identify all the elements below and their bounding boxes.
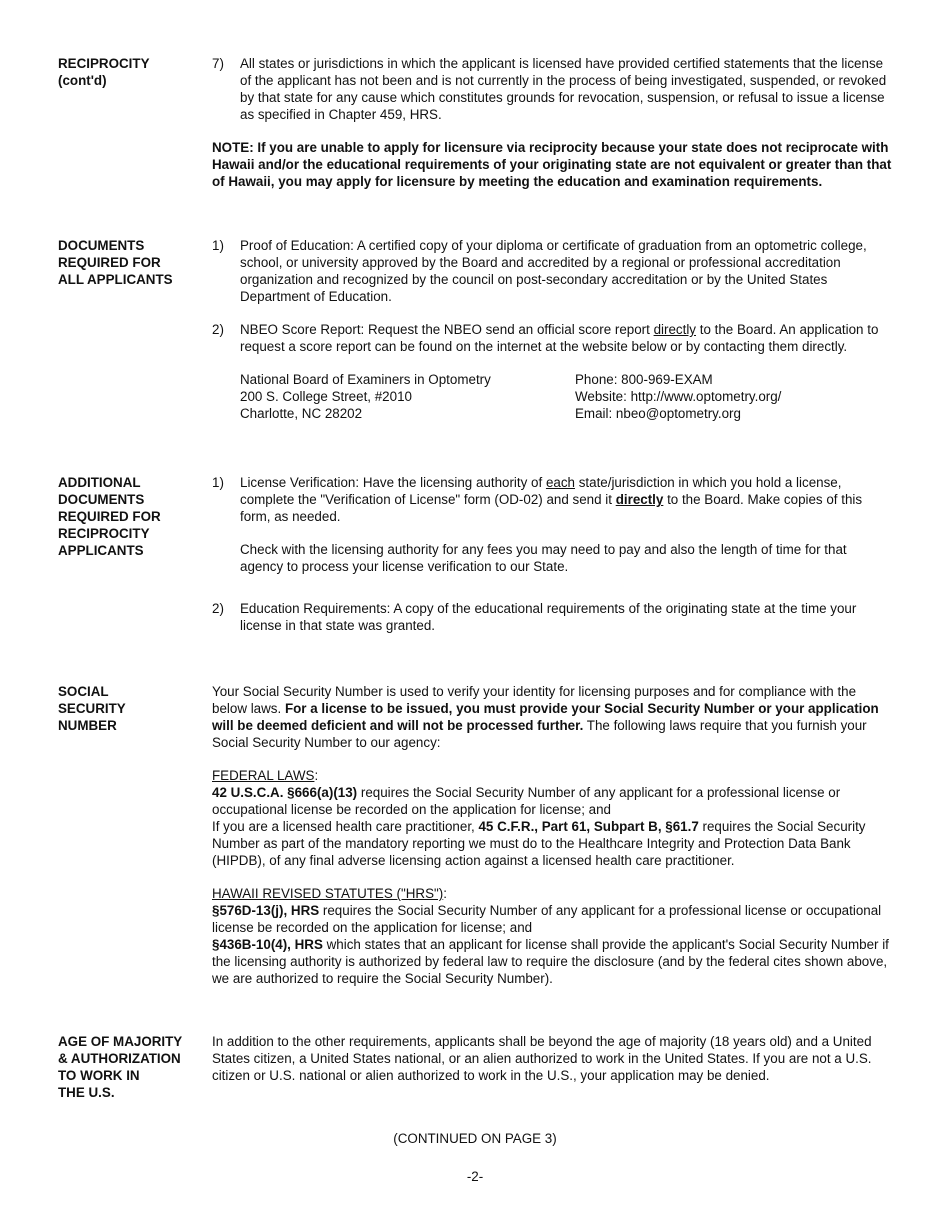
label-line: REQUIRED FOR bbox=[58, 509, 161, 524]
reciprocity-section-label bbox=[58, 55, 198, 89]
text-run: requires the Social Security Number of any applicant for a professional license or occupational license be recorded on the application for license; and bbox=[212, 903, 882, 935]
label-line: & AUTHORIZATION bbox=[58, 1051, 181, 1066]
ssn-section-label bbox=[58, 683, 198, 734]
text-run: to the Board. Make copies of this form, as needed. bbox=[240, 492, 863, 524]
text-run: NBEO Score Report: Request the NBEO send an official score report bbox=[240, 322, 654, 337]
text-run: state/jurisdiction in which you hold a license, complete the "Verification of License" form (OD-02) and send it bbox=[240, 475, 842, 507]
ssn-intro bbox=[212, 683, 892, 751]
text-run: : bbox=[314, 768, 319, 783]
website-text: Website: http://www.optometry.org/ bbox=[575, 389, 782, 404]
label-line: NUMBER bbox=[58, 718, 117, 733]
label-line: SOCIAL bbox=[58, 684, 109, 699]
nbeo-contact bbox=[575, 371, 875, 422]
federal-laws bbox=[212, 767, 892, 869]
license-verification-check: Check with the licensing authority for any fees you may need to pay and also the length of time for that agency to process your license verification to our State. bbox=[240, 542, 847, 574]
item-number: 1) bbox=[212, 475, 224, 490]
text-run: to the Board. An application to request a score report can be found on the internet at the website below or by contacting them directly. bbox=[240, 322, 879, 354]
text-run: If you are a licensed health care practitioner, bbox=[212, 819, 479, 834]
license-verification bbox=[240, 474, 890, 525]
label-line: TO WORK IN bbox=[58, 1068, 140, 1083]
text-run: requires the Social Security Number of any applicant for a professional license or occupational license be recorded on the application for license; and bbox=[212, 785, 841, 817]
label-line: RECIPROCITY bbox=[58, 526, 150, 541]
label-line: REQUIRED FOR bbox=[58, 255, 161, 270]
text-run: License Verification: Have the licensing authority of bbox=[240, 475, 546, 490]
item-number: 2) bbox=[212, 322, 224, 337]
text-run-bold: §436B-10(4), HRS bbox=[212, 937, 323, 952]
address-line: National Board of Examiners in Optometry bbox=[240, 372, 491, 387]
hawaii-statutes bbox=[212, 885, 892, 987]
text-run: The following laws require that you furnish your Social Security Number to our agency: bbox=[212, 718, 867, 750]
continued-note: (CONTINUED ON PAGE 3) bbox=[393, 1131, 557, 1146]
reciprocity-item-7: All states or jurisdictions in which the applicant is licensed have provided certified statements that the license of the applicant has not been and is not currently in the process of being investigated, suspended, or revoked by that state for any cause which constitutes grounds for revocation, suspension, or refusal to issue a license as specified in Chapter 459, HRS. bbox=[240, 56, 887, 122]
address-line: Charlotte, NC 28202 bbox=[240, 406, 363, 421]
text-run-bold: 45 C.F.R., Part 61, Subpart B, §61.7 bbox=[478, 819, 699, 834]
hrs-law-2 bbox=[212, 936, 892, 987]
label-line: DOCUMENTS bbox=[58, 238, 145, 253]
nbeo-address bbox=[240, 371, 560, 422]
label-line: (cont'd) bbox=[58, 73, 107, 88]
age-section-label bbox=[58, 1033, 198, 1101]
documents-section-label bbox=[58, 237, 198, 288]
proof-of-education: Proof of Education: A certified copy of your diploma or certificate of graduation from an optometric college, school, or university approved by the Board and accredited by a regional or professional accreditation organization and recognized by the council on post-secondary accreditation or by the United States Department of Education. bbox=[240, 238, 867, 304]
federal-law-2 bbox=[212, 818, 892, 869]
label-line: ALL APPLICANTS bbox=[58, 272, 173, 287]
text-run: requires the Social Security Number as part of the mandatory reporting we must do to the Healthcare Integrity and Protection Data Bank (HIPDB), of any final adverse licensing action against a licensed health care practitioner. bbox=[212, 819, 866, 868]
item-number: 7) bbox=[212, 56, 224, 71]
nbeo-score-report bbox=[240, 321, 890, 355]
text-run-bold: 42 U.S.C.A. §666(a)(13) bbox=[212, 785, 358, 800]
label-line: SECURITY bbox=[58, 701, 126, 716]
age-authorization-text: In addition to the other requirements, applicants shall be beyond the age of majority (18 years old) and a United States citizen, a United States national, or an alien authorized to work in the United States. If you are not a U.S. citizen or U.S. national or alien authorized to work in the U.S., your application may be denied. bbox=[212, 1034, 872, 1083]
additional-section-label bbox=[58, 474, 198, 559]
label-line: THE U.S. bbox=[58, 1085, 115, 1100]
text-run: : bbox=[443, 886, 447, 901]
page-number: -2- bbox=[466, 1169, 484, 1184]
label-line: ADDITIONAL bbox=[58, 475, 141, 490]
label-line: RECIPROCITY bbox=[58, 56, 150, 71]
text-run-bold: §576D-13(j), HRS bbox=[212, 903, 320, 918]
heading-underlined: HAWAII REVISED STATUTES ("HRS") bbox=[212, 886, 444, 901]
education-requirements: Education Requirements: A copy of the educational requirements of the originating state at the time your license in that state was granted. bbox=[240, 601, 857, 633]
email-text: Email: nbeo@optometry.org bbox=[575, 406, 741, 421]
text-run: Your Social Security Number is used to verify your identity for licensing purposes and for compliance with the below laws. bbox=[212, 684, 857, 716]
item-number: 1) bbox=[212, 238, 224, 253]
text-run-underlined: directly bbox=[653, 322, 696, 337]
item-number: 2) bbox=[212, 601, 224, 616]
text-run-bold: For a license to be issued, you must provide your Social Security Number or your application will be deemed deficient and will not be processed further. bbox=[212, 701, 879, 733]
label-line: DOCUMENTS bbox=[58, 492, 145, 507]
phone-text: Phone: 800-969-EXAM bbox=[575, 372, 713, 387]
address-line: 200 S. College Street, #2010 bbox=[240, 389, 412, 404]
hrs-heading bbox=[212, 885, 892, 902]
heading-underlined: FEDERAL LAWS bbox=[212, 768, 315, 783]
label-line: APPLICANTS bbox=[58, 543, 144, 558]
text-run-bold-underlined: directly bbox=[615, 492, 664, 507]
hrs-law-1 bbox=[212, 902, 892, 936]
reciprocity-note: NOTE: If you are unable to apply for licensure via reciprocity because your state does not reciprocate with Hawaii and/or the educational requirements of your originating state are not equivalent or greater than that of Hawaii, you may apply for licensure by meeting the education and examination requirements. bbox=[212, 140, 892, 189]
label-line: AGE OF MAJORITY bbox=[58, 1034, 183, 1049]
text-run-underlined: each bbox=[545, 475, 575, 490]
text-run: which states that an applicant for license shall provide the applicant's Social Security Number if the licensing authority is authorized by federal law to require the disclosure (and by the federal cites shown above, we are authorized to require the Social Security Number). bbox=[212, 937, 889, 986]
federal-heading bbox=[212, 767, 892, 784]
federal-law-1 bbox=[212, 784, 892, 818]
